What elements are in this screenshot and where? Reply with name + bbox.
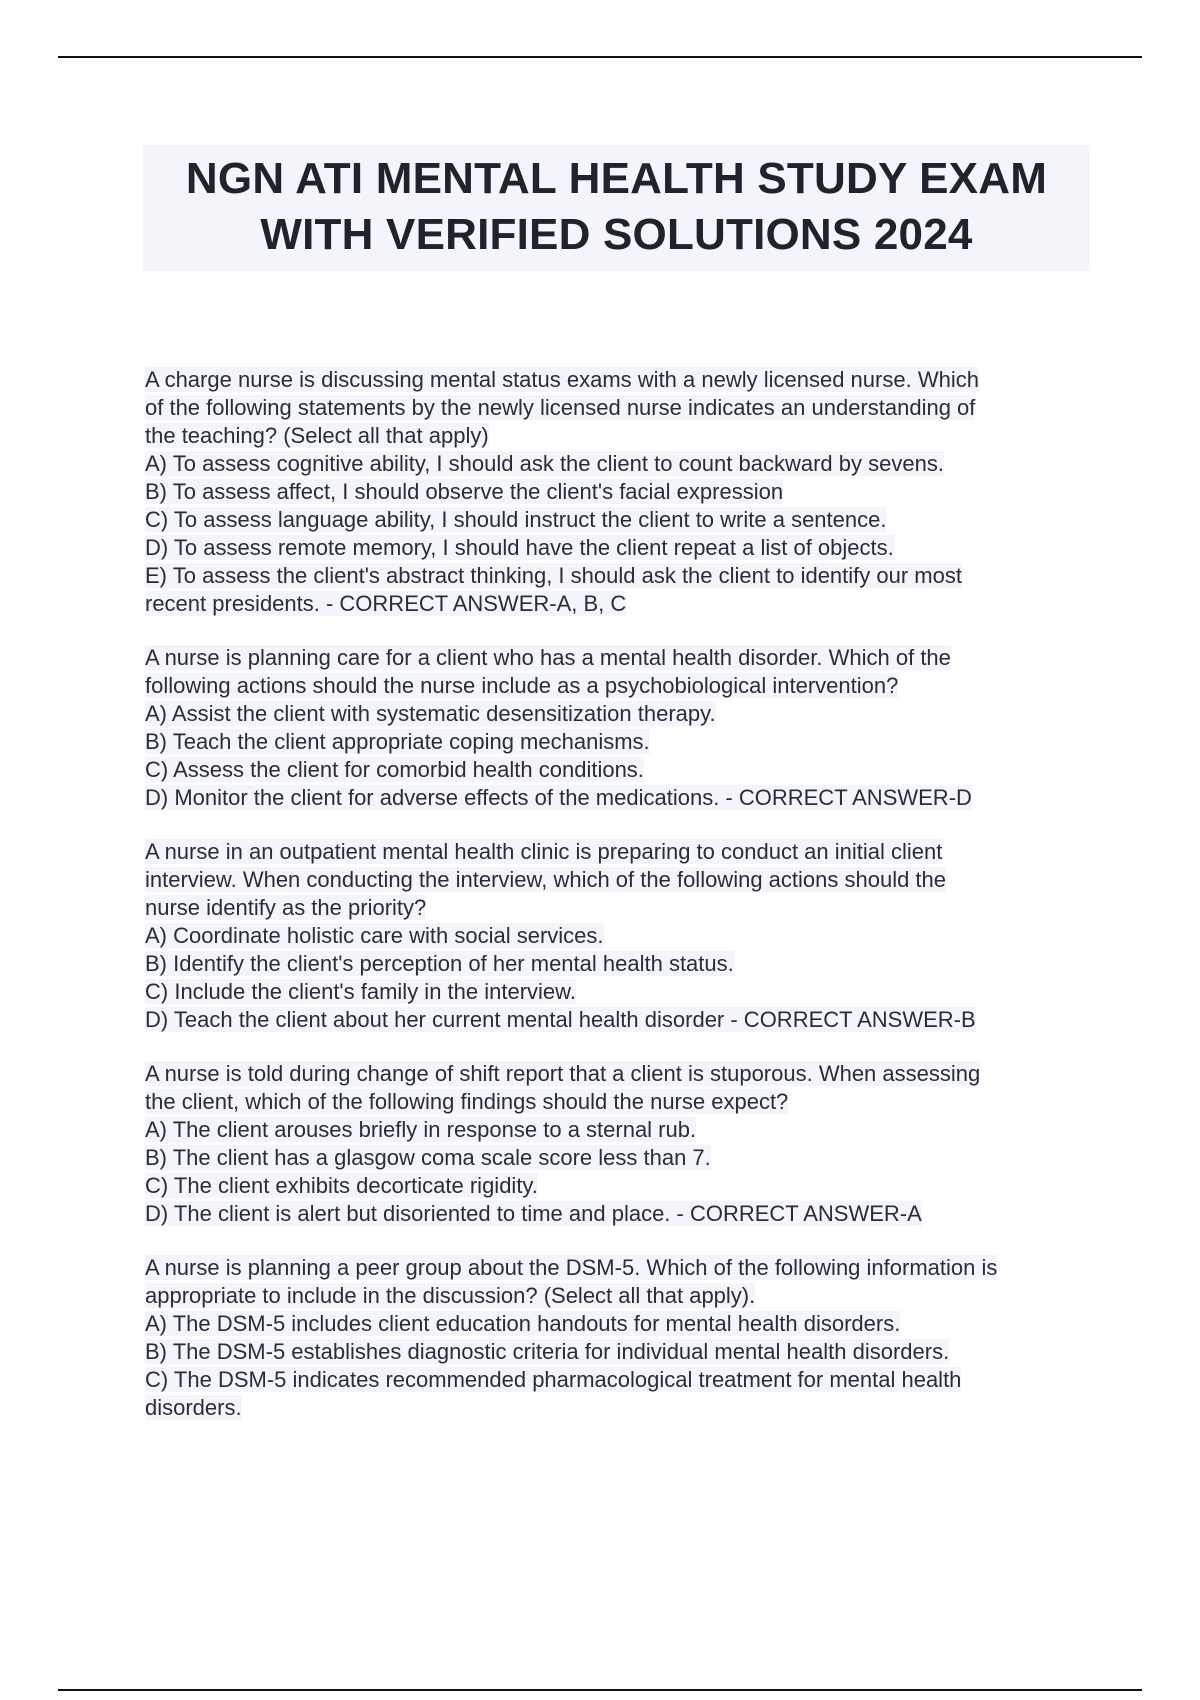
question-2-line-2: following actions should the nurse include as a psychobiological intervention? [145, 673, 899, 698]
question-2-answer: D) Monitor the client for adverse effects of the medications. - CORRECT ANSWER-D [145, 785, 972, 810]
question-list [145, 366, 1145, 1448]
question-3-answer: D) Teach the client about her current mental health disorder - CORRECT ANSWER-B [145, 1007, 976, 1032]
question-4-option-c: C) The client exhibits decorticate rigidity. [145, 1173, 538, 1198]
question-5-option-a: A) The DSM-5 includes client education handouts for mental health disorders. [145, 1311, 901, 1336]
question-block-2 [145, 644, 1145, 812]
top-rule [58, 56, 1142, 58]
question-1-option-a: A) To assess cognitive ability, I should ask the client to count backward by sevens. [145, 451, 944, 476]
question-3-line-1: A nurse in an outpatient mental health clinic is preparing to conduct an initial client [145, 839, 943, 864]
question-4-line-2: the client, which of the following findings should the nurse expect? [145, 1089, 789, 1114]
question-4-line-1: A nurse is told during change of shift report that a client is stuporous. When assessing [145, 1061, 981, 1086]
question-5-line-2: appropriate to include in the discussion? (Select all that apply). [145, 1283, 756, 1308]
question-3-line-2: interview. When conducting the interview, which of the following actions should the [145, 867, 947, 892]
question-4-option-b: B) The client has a glasgow coma scale score less than 7. [145, 1145, 711, 1170]
document-title [143, 145, 1090, 271]
question-1-line-1: A charge nurse is discussing mental status exams with a newly licensed nurse. Which [145, 367, 979, 392]
question-block-1 [145, 366, 1145, 618]
question-1-line-2: of the following statements by the newly licensed nurse indicates an understanding of [145, 395, 976, 420]
title-line-1: NGN ATI MENTAL HEALTH STUDY EXAM [185, 154, 1048, 203]
question-3-option-a: A) Coordinate holistic care with social services. [145, 923, 604, 948]
question-2-line-1: A nurse is planning care for a client who has a mental health disorder. Which of the [145, 645, 951, 670]
title-line-2: WITH VERIFIED SOLUTIONS 2024 [260, 210, 973, 259]
question-5-option-b: B) The DSM-5 establishes diagnostic criteria for individual mental health disorders. [145, 1339, 950, 1364]
question-1-option-e: E) To assess the client's abstract thinking, I should ask the client to identify our most [145, 563, 962, 588]
question-2-option-b: B) Teach the client appropriate coping mechanisms. [145, 729, 650, 754]
question-3-line-3: nurse identify as the priority? [145, 895, 427, 920]
question-block-3 [145, 838, 1145, 1034]
question-2-option-c: C) Assess the client for comorbid health conditions. [145, 757, 644, 782]
question-1-answer: recent presidents. - CORRECT ANSWER-A, B, C [145, 591, 627, 616]
question-1-option-b: B) To assess affect, I should observe the client's facial expression [145, 479, 784, 504]
question-3-option-c: C) Include the client's family in the interview. [145, 979, 576, 1004]
bottom-rule [58, 1689, 1142, 1691]
question-4-answer: D) The client is alert but disoriented to time and place. - CORRECT ANSWER-A [145, 1201, 922, 1226]
question-5-option-c: C) The DSM-5 indicates recommended pharmacological treatment for mental health [145, 1367, 962, 1392]
question-5-line-1: A nurse is planning a peer group about the DSM-5. Which of the following information is [145, 1255, 998, 1280]
question-1-option-d: D) To assess remote memory, I should have the client repeat a list of objects. [145, 535, 894, 560]
question-block-4 [145, 1060, 1145, 1228]
question-3-option-b: B) Identify the client's perception of her mental health status. [145, 951, 734, 976]
question-4-option-a: A) The client arouses briefly in response to a sternal rub. [145, 1117, 697, 1142]
question-5-option-c-cont: disorders. [145, 1395, 242, 1420]
question-2-option-a: A) Assist the client with systematic desensitization therapy. [145, 701, 716, 726]
question-block-5 [145, 1254, 1145, 1422]
question-1-line-3: the teaching? (Select all that apply) [145, 423, 489, 448]
question-1-option-c: C) To assess language ability, I should instruct the client to write a sentence. [145, 507, 887, 532]
